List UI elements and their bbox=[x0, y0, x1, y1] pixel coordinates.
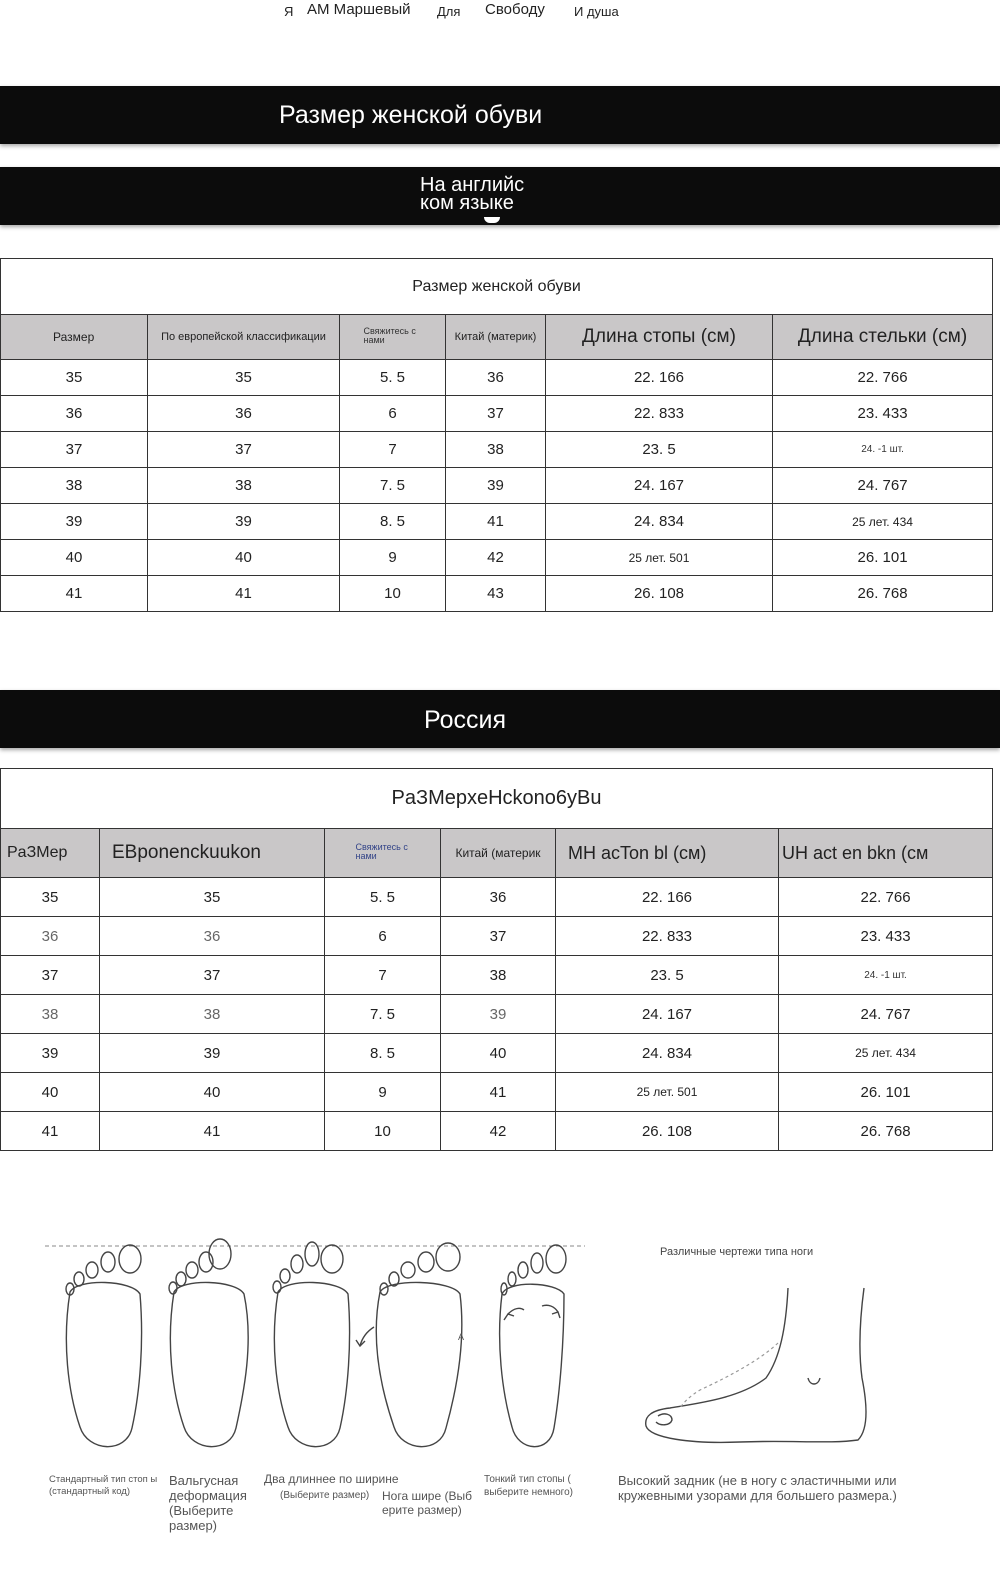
cell: 38 bbox=[148, 468, 340, 504]
cell: 24. 767 bbox=[773, 468, 993, 504]
size-table-russia bbox=[0, 768, 993, 1151]
col-header-size: PaЗMep bbox=[1, 829, 100, 878]
cell: 35 bbox=[148, 360, 340, 396]
cell: 36 bbox=[100, 917, 325, 956]
table-row bbox=[1, 360, 993, 396]
col-header-foot-length: MH acTon bl (см) bbox=[556, 829, 779, 878]
table-row bbox=[1, 576, 993, 612]
cell: 9 bbox=[340, 540, 446, 576]
cell: 40 bbox=[1, 1073, 100, 1112]
cell: 42 bbox=[441, 1112, 556, 1151]
col-header-insole-length: Длина стельки (см) bbox=[773, 315, 993, 360]
table-row bbox=[1, 1112, 993, 1151]
cell: 24. -1 шт. bbox=[773, 432, 993, 468]
cell: 39 bbox=[446, 468, 546, 504]
col-header-insole-length: UH act en bkn (см bbox=[779, 829, 993, 878]
cell: 38 bbox=[446, 432, 546, 468]
cell: 38 bbox=[100, 995, 325, 1034]
col-header-contact: Свяжитесь с нами bbox=[340, 315, 446, 360]
cell: 10 bbox=[325, 1112, 441, 1151]
cell: 39 bbox=[1, 1034, 100, 1073]
cell: 39 bbox=[148, 504, 340, 540]
foot-side-view-icon bbox=[630, 1268, 940, 1468]
cell: 26. 108 bbox=[546, 576, 773, 612]
caption-standard: Стандартный тип стоп ы (стандартный код) bbox=[49, 1474, 158, 1497]
cell: 10 bbox=[340, 576, 446, 612]
col-header-size: Размер bbox=[1, 315, 148, 360]
cell: 5. 5 bbox=[325, 878, 441, 917]
cell: 24. 167 bbox=[556, 995, 779, 1034]
table-row bbox=[1, 468, 993, 504]
col-header-foot-length: Длина стопы (см) bbox=[546, 315, 773, 360]
banner-title: Размер женской обуви bbox=[279, 101, 543, 129]
english-label-line2: ком языке bbox=[420, 192, 514, 214]
col-header-china: Китай (материк) bbox=[446, 315, 546, 360]
cell: 23. 433 bbox=[779, 917, 993, 956]
table-title: PaЗMepxeHckono6yBu bbox=[1, 769, 993, 829]
russia-banner bbox=[0, 690, 1000, 748]
cell: 38 bbox=[1, 468, 148, 504]
cell: 35 bbox=[1, 360, 148, 396]
col-header-eu: По европейской классификации bbox=[148, 315, 340, 360]
cell: 22. 166 bbox=[546, 360, 773, 396]
title-banner bbox=[0, 86, 1000, 144]
heel-guide-line bbox=[680, 1343, 778, 1408]
cell: 6 bbox=[325, 917, 441, 956]
cell: 40 bbox=[100, 1073, 325, 1112]
cell: 39 bbox=[1, 504, 148, 540]
cell: 36 bbox=[446, 360, 546, 396]
cell: 23. 5 bbox=[546, 432, 773, 468]
cell: 39 bbox=[441, 995, 556, 1034]
cell: 36 bbox=[1, 396, 148, 432]
foot-wide-icon bbox=[356, 1243, 465, 1447]
col-header-contact: Свяжитесь с нами bbox=[325, 829, 441, 878]
english-label-line1: На английс bbox=[420, 174, 525, 196]
cell: 38 bbox=[1, 995, 100, 1034]
slogan-word: АМ Маршевый bbox=[307, 1, 411, 18]
cell: 24. 767 bbox=[779, 995, 993, 1034]
cell: 25 лет. 501 bbox=[546, 540, 773, 576]
cell: 22. 766 bbox=[779, 878, 993, 917]
caption-thin: Тонкий тип стопы ( выберите немного) bbox=[484, 1474, 573, 1498]
cell: 24. 834 bbox=[546, 504, 773, 540]
cell: 35 bbox=[100, 878, 325, 917]
top-slogan bbox=[0, 0, 1000, 24]
cell: 36 bbox=[441, 878, 556, 917]
caption-valgus: Вальгусная деформация (Выберите размер) bbox=[169, 1473, 247, 1533]
caption-two-longer-sub: (Выберите размер) bbox=[280, 1490, 370, 1501]
cell: 37 bbox=[1, 432, 148, 468]
cell: 5. 5 bbox=[340, 360, 446, 396]
cell: 37 bbox=[148, 432, 340, 468]
cell: 37 bbox=[1, 956, 100, 995]
cell: 6 bbox=[340, 396, 446, 432]
table-row bbox=[1, 432, 993, 468]
table-row bbox=[1, 995, 993, 1034]
slogan-word: Свободу bbox=[485, 1, 545, 18]
cell: 24. 167 bbox=[546, 468, 773, 504]
cell: 23. 5 bbox=[556, 956, 779, 995]
table-row bbox=[1, 1073, 993, 1112]
cell: 26. 768 bbox=[773, 576, 993, 612]
table-row bbox=[1, 396, 993, 432]
cell: 43 bbox=[446, 576, 546, 612]
cell: 7. 5 bbox=[325, 995, 441, 1034]
cell: 26. 101 bbox=[779, 1073, 993, 1112]
cell: 37 bbox=[441, 917, 556, 956]
cell: 36 bbox=[148, 396, 340, 432]
cell: 41 bbox=[446, 504, 546, 540]
cell: 25 лет. 434 bbox=[773, 504, 993, 540]
cell: 25 лет. 501 bbox=[556, 1073, 779, 1112]
banner-mark bbox=[484, 217, 500, 223]
size-table-english bbox=[0, 258, 993, 612]
cell: 38 bbox=[441, 956, 556, 995]
cell: 25 лет. 434 bbox=[779, 1034, 993, 1073]
cell: 40 bbox=[148, 540, 340, 576]
caption-high-heel: Высокий задник (не в ногу с эластичными или кружевными узорами для большего размера.) bbox=[618, 1473, 897, 1503]
cell: 26. 101 bbox=[773, 540, 993, 576]
cell: 40 bbox=[1, 540, 148, 576]
foot-standard-icon bbox=[66, 1245, 142, 1447]
cell: 37 bbox=[100, 956, 325, 995]
cell: 8. 5 bbox=[340, 504, 446, 540]
cell: 35 bbox=[1, 878, 100, 917]
russia-label: Россия bbox=[424, 706, 506, 734]
table-row bbox=[1, 956, 993, 995]
foot-thin-icon bbox=[500, 1245, 566, 1447]
cell: 41 bbox=[441, 1073, 556, 1112]
cell: 22. 833 bbox=[546, 396, 773, 432]
cell: 23. 433 bbox=[773, 396, 993, 432]
cell: 9 bbox=[325, 1073, 441, 1112]
english-banner bbox=[0, 167, 1000, 225]
cell: 8. 5 bbox=[325, 1034, 441, 1073]
cell: 22. 766 bbox=[773, 360, 993, 396]
cell: 26. 768 bbox=[779, 1112, 993, 1151]
table-title: Размер женской обуви bbox=[1, 259, 993, 315]
diagram-title: Различные чертежи типа ноги bbox=[660, 1246, 814, 1258]
cell: 22. 166 bbox=[556, 878, 779, 917]
cell: 7 bbox=[340, 432, 446, 468]
table-row bbox=[1, 1034, 993, 1073]
cell: 26. 108 bbox=[556, 1112, 779, 1151]
slogan-word: И душа bbox=[574, 4, 619, 19]
marker-label: A bbox=[458, 1332, 465, 1342]
foot-two-longer-icon bbox=[273, 1242, 350, 1447]
cell: 41 bbox=[100, 1112, 325, 1151]
slogan-word: Я bbox=[284, 4, 294, 19]
cell: 7. 5 bbox=[340, 468, 446, 504]
cell: 22. 833 bbox=[556, 917, 779, 956]
table-row bbox=[1, 504, 993, 540]
cell: 41 bbox=[148, 576, 340, 612]
table-row bbox=[1, 917, 993, 956]
cell: 36 bbox=[1, 917, 100, 956]
cell: 41 bbox=[1, 576, 148, 612]
cell: 7 bbox=[325, 956, 441, 995]
cell: 41 bbox=[1, 1112, 100, 1151]
cell: 42 bbox=[446, 540, 546, 576]
cell: 37 bbox=[446, 396, 546, 432]
cell: 24. 834 bbox=[556, 1034, 779, 1073]
col-header-china: Китай (материк bbox=[441, 829, 556, 878]
foot-valgus-icon bbox=[169, 1239, 248, 1447]
cell: 39 bbox=[100, 1034, 325, 1073]
table-row bbox=[1, 540, 993, 576]
cell: 40 bbox=[441, 1034, 556, 1073]
caption-wide: Нога шире (Выб ерите размер) bbox=[382, 1489, 472, 1517]
col-header-eu: EBponenckuukon bbox=[100, 829, 325, 878]
table-row bbox=[1, 878, 993, 917]
foot-types-illustration bbox=[40, 1232, 600, 1467]
slogan-word: Для bbox=[437, 4, 461, 19]
caption-two-longer: Два длиннее по ширине bbox=[264, 1472, 399, 1486]
cell: 24. -1 шт. bbox=[779, 956, 993, 995]
